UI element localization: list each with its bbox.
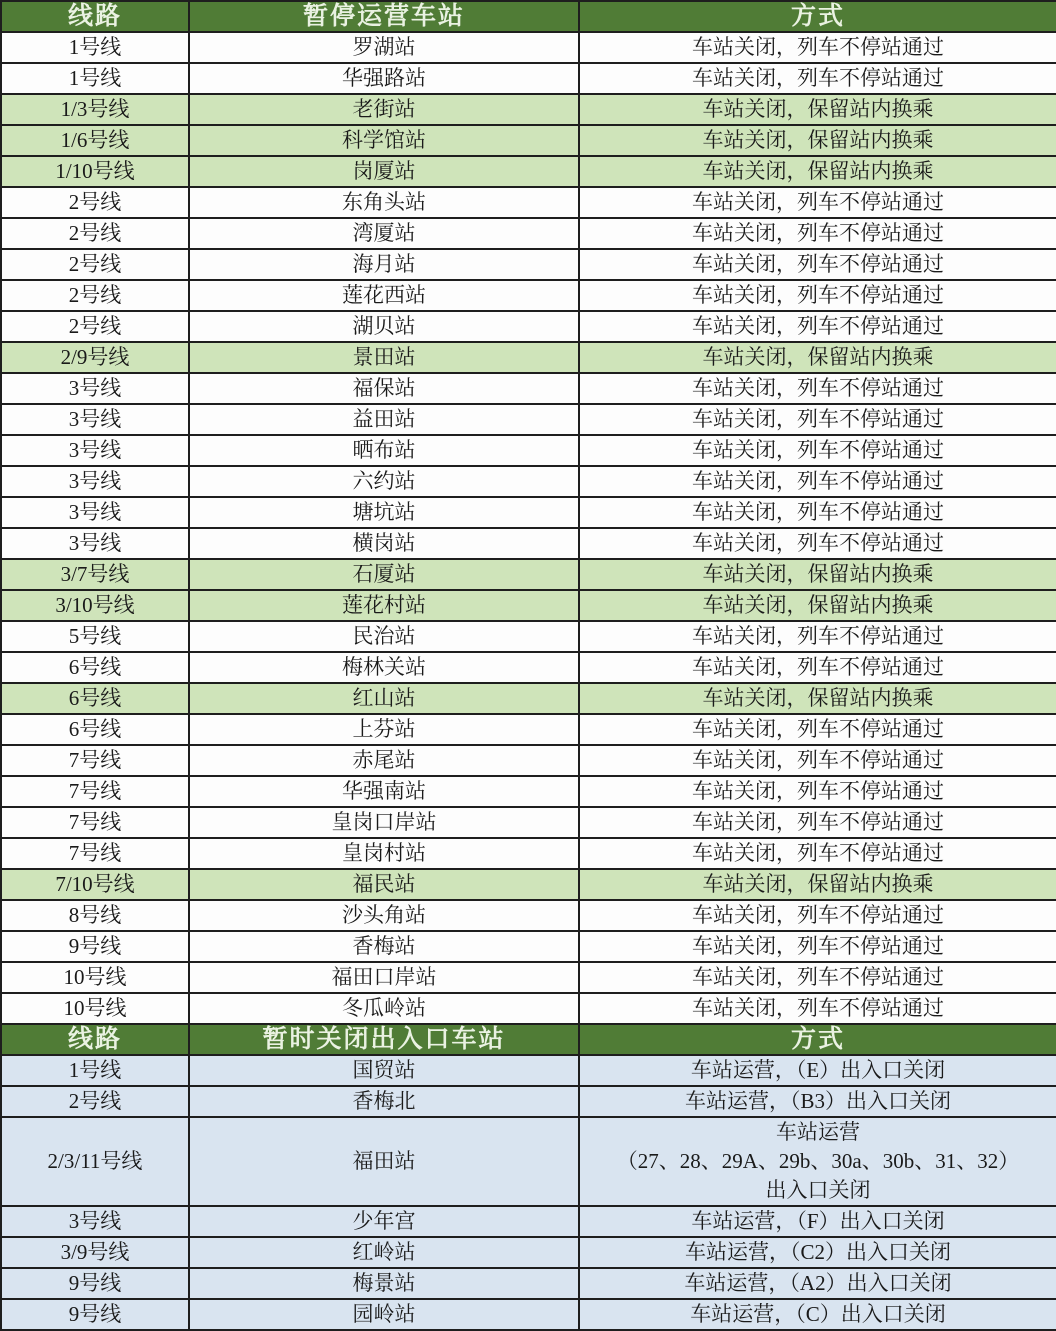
table-row — [1, 714, 1056, 745]
method-cell — [579, 807, 1056, 838]
cell-text: 益田站 — [352, 407, 416, 431]
station-cell — [189, 1206, 579, 1237]
cell-text: 8号线 — [68, 903, 122, 927]
section2-header-station: 暂时关闭出入口车站 — [189, 1024, 579, 1055]
cell-text: 车站关闭，保留站内换乘 — [702, 97, 934, 121]
table-row — [1, 435, 1056, 466]
station-cell — [189, 559, 579, 590]
station-cell — [189, 32, 579, 63]
method-cell — [579, 311, 1056, 342]
cell-text: 梅林关站 — [342, 655, 426, 679]
line-cell — [1, 187, 189, 218]
station-cell — [189, 466, 579, 497]
method-cell — [579, 993, 1056, 1024]
cell-text: 2号线 — [68, 221, 122, 245]
station-cell — [189, 342, 579, 373]
line-cell — [1, 683, 189, 714]
cell-text: 车站关闭，列车不停站通过 — [692, 531, 944, 555]
line-cell — [1, 621, 189, 652]
station-cell — [189, 1055, 579, 1086]
station-cell — [189, 528, 579, 559]
line-cell — [1, 342, 189, 373]
cell-text: 9号线 — [68, 1302, 122, 1326]
cell-text: 7/10号线 — [55, 872, 135, 896]
method-cell — [579, 249, 1056, 280]
table-row — [1, 590, 1056, 621]
cell-text: 车站关闭，列车不停站通过 — [692, 965, 944, 989]
cell-text: 3/9号线 — [60, 1240, 130, 1264]
line-cell — [1, 497, 189, 528]
section1-header — [1, 1, 1056, 32]
station-cell — [189, 993, 579, 1024]
cell-text: 湾厦站 — [352, 221, 416, 245]
cell-text: 福田站 — [352, 1149, 416, 1173]
method-cell — [579, 776, 1056, 807]
line-cell — [1, 1206, 189, 1237]
cell-text: 香梅站 — [352, 934, 416, 958]
section2-header — [1, 1024, 1056, 1055]
station-cell — [189, 745, 579, 776]
station-cell — [189, 807, 579, 838]
cell-text: 国贸站 — [352, 1058, 416, 1082]
cell-text: 3号线 — [68, 438, 122, 462]
section2-body — [1, 1055, 1056, 1330]
line-cell — [1, 807, 189, 838]
table-row — [1, 900, 1056, 931]
cell-text: 出入口关闭 — [765, 1178, 871, 1202]
table-row — [1, 621, 1056, 652]
table-row — [1, 993, 1056, 1024]
section1-header-line: 线路 — [1, 1, 189, 32]
cell-text: 海月站 — [352, 252, 416, 276]
table-row — [1, 156, 1056, 187]
station-cell — [189, 249, 579, 280]
cell-text: 车站关闭，列车不停站通过 — [692, 810, 944, 834]
method-cell — [579, 1055, 1056, 1086]
station-cell — [189, 187, 579, 218]
cell-text: 红山站 — [352, 686, 416, 710]
cell-text: 车站运营，（C）出入口关闭 — [690, 1302, 946, 1326]
method-cell — [579, 1117, 1056, 1206]
cell-text: 车站关闭，列车不停站通过 — [692, 252, 944, 276]
table-row — [1, 187, 1056, 218]
line-cell — [1, 373, 189, 404]
cell-text: 7号线 — [68, 748, 122, 772]
table-row — [1, 931, 1056, 962]
cell-text: 梅景站 — [352, 1271, 416, 1295]
cell-text: 福田口岸站 — [331, 965, 437, 989]
station-cell — [189, 1268, 579, 1299]
cell-text: 赤尾站 — [352, 748, 416, 772]
table-row — [1, 404, 1056, 435]
cell-text: 2/9号线 — [60, 345, 130, 369]
station-cell — [189, 373, 579, 404]
cell-text: 红岭站 — [352, 1240, 416, 1264]
line-cell — [1, 1299, 189, 1330]
cell-text: 3/7号线 — [60, 562, 130, 586]
section1-body — [1, 32, 1056, 1024]
line-cell — [1, 962, 189, 993]
table-row — [1, 311, 1056, 342]
cell-text: 车站关闭，列车不停站通过 — [692, 66, 944, 90]
line-cell — [1, 993, 189, 1024]
method-cell — [579, 218, 1056, 249]
cell-text: 车站关闭，保留站内换乘 — [702, 872, 934, 896]
method-cell — [579, 900, 1056, 931]
cell-text: 皇岗口岸站 — [331, 810, 437, 834]
table-row — [1, 807, 1056, 838]
cell-text: 1/3号线 — [60, 97, 130, 121]
cell-text: 3号线 — [68, 500, 122, 524]
method-cell — [579, 590, 1056, 621]
line-cell — [1, 745, 189, 776]
table-row — [1, 125, 1056, 156]
method-cell — [579, 32, 1056, 63]
cell-text: 车站关闭，保留站内换乘 — [702, 562, 934, 586]
station-cell — [189, 714, 579, 745]
table-row — [1, 466, 1056, 497]
method-cell — [579, 63, 1056, 94]
cell-text: 六约站 — [352, 469, 416, 493]
line-cell — [1, 528, 189, 559]
station-cell — [189, 1299, 579, 1330]
cell-text: 1号线 — [68, 1058, 122, 1082]
method-cell — [579, 466, 1056, 497]
cell-text: 罗湖站 — [352, 35, 416, 59]
line-cell — [1, 1268, 189, 1299]
line-cell — [1, 156, 189, 187]
station-cell — [189, 869, 579, 900]
cell-text: 湖贝站 — [352, 314, 416, 338]
method-cell — [579, 342, 1056, 373]
section1-header-station: 暂停运营车站 — [189, 1, 579, 32]
cell-text: 2/3/11号线 — [47, 1149, 143, 1173]
line-cell — [1, 1086, 189, 1117]
line-cell — [1, 590, 189, 621]
cell-text: 景田站 — [352, 345, 416, 369]
cell-text: 车站关闭，列车不停站通过 — [692, 934, 944, 958]
table-row — [1, 218, 1056, 249]
section2-header-line: 线路 — [1, 1024, 189, 1055]
line-cell — [1, 931, 189, 962]
cell-text: 3/10号线 — [55, 593, 135, 617]
line-cell — [1, 869, 189, 900]
cell-text: 车站关闭，列车不停站通过 — [692, 438, 944, 462]
table-row — [1, 497, 1056, 528]
cell-text: 7号线 — [68, 779, 122, 803]
cell-text: 车站关闭，列车不停站通过 — [692, 190, 944, 214]
cell-text: 车站关闭，列车不停站通过 — [692, 996, 944, 1020]
cell-text: 华强路站 — [342, 66, 426, 90]
table-row — [1, 94, 1056, 125]
method-cell — [579, 125, 1056, 156]
line-cell — [1, 838, 189, 869]
line-cell — [1, 1237, 189, 1268]
section2-header-method: 方式 — [579, 1024, 1056, 1055]
method-cell — [579, 652, 1056, 683]
line-cell — [1, 776, 189, 807]
method-cell — [579, 714, 1056, 745]
station-cell — [189, 156, 579, 187]
line-cell — [1, 435, 189, 466]
cell-text: 6号线 — [68, 655, 122, 679]
cell-text: 2号线 — [68, 314, 122, 338]
cell-text: 车站关闭，列车不停站通过 — [692, 500, 944, 524]
cell-text: 车站关闭，列车不停站通过 — [692, 221, 944, 245]
cell-text: 1号线 — [68, 35, 122, 59]
cell-text: 1/6号线 — [60, 128, 130, 152]
cell-text: （27、28、29A、29b、30a、30b、31、32） — [616, 1149, 1020, 1173]
cell-text: 3号线 — [68, 469, 122, 493]
method-cell — [579, 745, 1056, 776]
cell-text: 车站关闭，列车不停站通过 — [692, 469, 944, 493]
station-cell — [189, 63, 579, 94]
cell-text: 少年宫 — [352, 1209, 416, 1233]
cell-text: 皇岗村站 — [342, 841, 426, 865]
cell-text: 6号线 — [68, 717, 122, 741]
cell-text: 2号线 — [68, 283, 122, 307]
method-cell — [579, 156, 1056, 187]
table-row — [1, 249, 1056, 280]
method-cell — [579, 869, 1056, 900]
cell-text: 车站关闭，列车不停站通过 — [692, 903, 944, 927]
line-cell — [1, 559, 189, 590]
cell-text: 3号线 — [68, 376, 122, 400]
line-cell — [1, 32, 189, 63]
table-row — [1, 1299, 1056, 1330]
station-cell — [189, 1086, 579, 1117]
line-cell — [1, 63, 189, 94]
table-row — [1, 1086, 1056, 1117]
station-cell — [189, 1237, 579, 1268]
method-cell — [579, 94, 1056, 125]
cell-text: 车站关闭，保留站内换乘 — [702, 686, 934, 710]
cell-text: 车站关闭，列车不停站通过 — [692, 748, 944, 772]
method-cell — [579, 373, 1056, 404]
cell-text: 6号线 — [68, 686, 122, 710]
station-cell — [189, 776, 579, 807]
method-cell — [579, 1237, 1056, 1268]
cell-text: 车站关闭，列车不停站通过 — [692, 283, 944, 307]
station-cell — [189, 590, 579, 621]
cell-text: 塘坑站 — [352, 500, 416, 524]
station-cell — [189, 652, 579, 683]
cell-text: 车站关闭，列车不停站通过 — [692, 655, 944, 679]
cell-text: 7号线 — [68, 841, 122, 865]
table-row — [1, 1237, 1056, 1268]
table-row — [1, 1268, 1056, 1299]
cell-text: 老街站 — [352, 97, 416, 121]
station-cell — [189, 125, 579, 156]
cell-text: 车站运营，（F）出入口关闭 — [691, 1209, 945, 1233]
station-cell — [189, 838, 579, 869]
cell-text: 冬瓜岭站 — [342, 996, 426, 1020]
cell-text: 1/10号线 — [55, 159, 135, 183]
cell-text: 7号线 — [68, 810, 122, 834]
method-cell — [579, 683, 1056, 714]
method-cell — [579, 559, 1056, 590]
cell-text: 3号线 — [68, 1209, 122, 1233]
cell-text: 车站运营，（E）出入口关闭 — [690, 1058, 946, 1082]
station-cell — [189, 311, 579, 342]
cell-text: 车站运营，（A2）出入口关闭 — [684, 1271, 952, 1295]
cell-text: 民治站 — [352, 624, 416, 648]
method-cell — [579, 838, 1056, 869]
cell-text: 横岗站 — [352, 531, 416, 555]
method-cell — [579, 962, 1056, 993]
table-row — [1, 683, 1056, 714]
table-row — [1, 869, 1056, 900]
cell-text: 莲花西站 — [342, 283, 426, 307]
line-cell — [1, 652, 189, 683]
cell-text: 车站关闭，保留站内换乘 — [702, 345, 934, 369]
cell-text: 3号线 — [68, 407, 122, 431]
cell-text: 石厦站 — [352, 562, 416, 586]
cell-text: 10号线 — [63, 996, 127, 1020]
section2-header-row — [1, 1024, 1056, 1055]
line-cell — [1, 466, 189, 497]
section1-header-method: 方式 — [579, 1, 1056, 32]
cell-text: 岗厦站 — [352, 159, 416, 183]
table-row — [1, 776, 1056, 807]
cell-text: 车站关闭，列车不停站通过 — [692, 717, 944, 741]
table-row — [1, 962, 1056, 993]
table-row — [1, 745, 1056, 776]
station-cell — [189, 435, 579, 466]
cell-text: 福保站 — [352, 376, 416, 400]
cell-text: 沙头角站 — [342, 903, 426, 927]
cell-text: 上芬站 — [352, 717, 416, 741]
table-row — [1, 342, 1056, 373]
line-cell — [1, 94, 189, 125]
line-cell — [1, 249, 189, 280]
cell-text: 5号线 — [68, 624, 122, 648]
cell-text: 车站关闭，列车不停站通过 — [692, 376, 944, 400]
cell-text: 车站关闭，列车不停站通过 — [692, 779, 944, 803]
method-cell — [579, 528, 1056, 559]
method-cell — [579, 280, 1056, 311]
line-cell — [1, 280, 189, 311]
cell-text: 车站关闭，保留站内换乘 — [702, 159, 934, 183]
method-cell — [579, 404, 1056, 435]
line-cell — [1, 404, 189, 435]
cell-text: 3号线 — [68, 531, 122, 555]
cell-text: 2号线 — [68, 190, 122, 214]
table-row — [1, 1117, 1056, 1206]
table-row — [1, 652, 1056, 683]
cell-text: 车站关闭，保留站内换乘 — [702, 593, 934, 617]
cell-text: 福民站 — [352, 872, 416, 896]
station-cell — [189, 404, 579, 435]
cell-text: 车站关闭，列车不停站通过 — [692, 314, 944, 338]
station-cell — [189, 931, 579, 962]
station-cell — [189, 497, 579, 528]
cell-text: 车站运营，（C2）出入口关闭 — [684, 1240, 951, 1264]
cell-text: 车站关闭，列车不停站通过 — [692, 407, 944, 431]
method-cell — [579, 1299, 1056, 1330]
station-cell — [189, 621, 579, 652]
cell-text: 车站关闭，列车不停站通过 — [692, 624, 944, 648]
station-cell — [189, 280, 579, 311]
line-cell — [1, 714, 189, 745]
line-cell — [1, 900, 189, 931]
method-cell — [579, 1268, 1056, 1299]
table-row — [1, 1055, 1056, 1086]
cell-text: 东角头站 — [342, 190, 426, 214]
method-cell — [579, 497, 1056, 528]
cell-text: 华强南站 — [342, 779, 426, 803]
table-row — [1, 373, 1056, 404]
cell-text: 1号线 — [68, 66, 122, 90]
section1-header-row — [1, 1, 1056, 32]
station-cell — [189, 94, 579, 125]
table-row — [1, 63, 1056, 94]
station-cell — [189, 962, 579, 993]
cell-text: 晒布站 — [352, 438, 416, 462]
cell-text: 车站关闭，列车不停站通过 — [692, 841, 944, 865]
table-row — [1, 559, 1056, 590]
cell-text: 9号线 — [68, 1271, 122, 1295]
method-cell — [579, 621, 1056, 652]
table-row — [1, 838, 1056, 869]
table-row — [1, 528, 1056, 559]
line-cell — [1, 218, 189, 249]
table-row — [1, 32, 1056, 63]
station-cell — [189, 218, 579, 249]
cell-text: 科学馆站 — [342, 128, 426, 152]
method-cell — [579, 1206, 1056, 1237]
cell-text: 香梅北 — [352, 1089, 416, 1113]
line-cell — [1, 125, 189, 156]
cell-text: 车站关闭，列车不停站通过 — [692, 35, 944, 59]
table-row — [1, 1206, 1056, 1237]
table-row — [1, 280, 1056, 311]
cell-text: 园岭站 — [352, 1302, 416, 1326]
station-cell — [189, 900, 579, 931]
cell-text: 莲花村站 — [342, 593, 426, 617]
cell-text: 车站运营，（B3）出入口关闭 — [684, 1089, 951, 1113]
method-cell — [579, 187, 1056, 218]
line-cell — [1, 1117, 189, 1206]
cell-text: 车站运营 — [776, 1120, 860, 1144]
station-cell — [189, 683, 579, 714]
method-cell — [579, 931, 1056, 962]
line-cell — [1, 311, 189, 342]
cell-text: 车站关闭，保留站内换乘 — [702, 128, 934, 152]
line-cell — [1, 1055, 189, 1086]
method-cell — [579, 1086, 1056, 1117]
cell-text: 10号线 — [63, 965, 127, 989]
cell-text: 2号线 — [68, 1089, 122, 1113]
cell-text: 2号线 — [68, 252, 122, 276]
method-cell — [579, 435, 1056, 466]
cell-text: 9号线 — [68, 934, 122, 958]
station-cell — [189, 1117, 579, 1206]
